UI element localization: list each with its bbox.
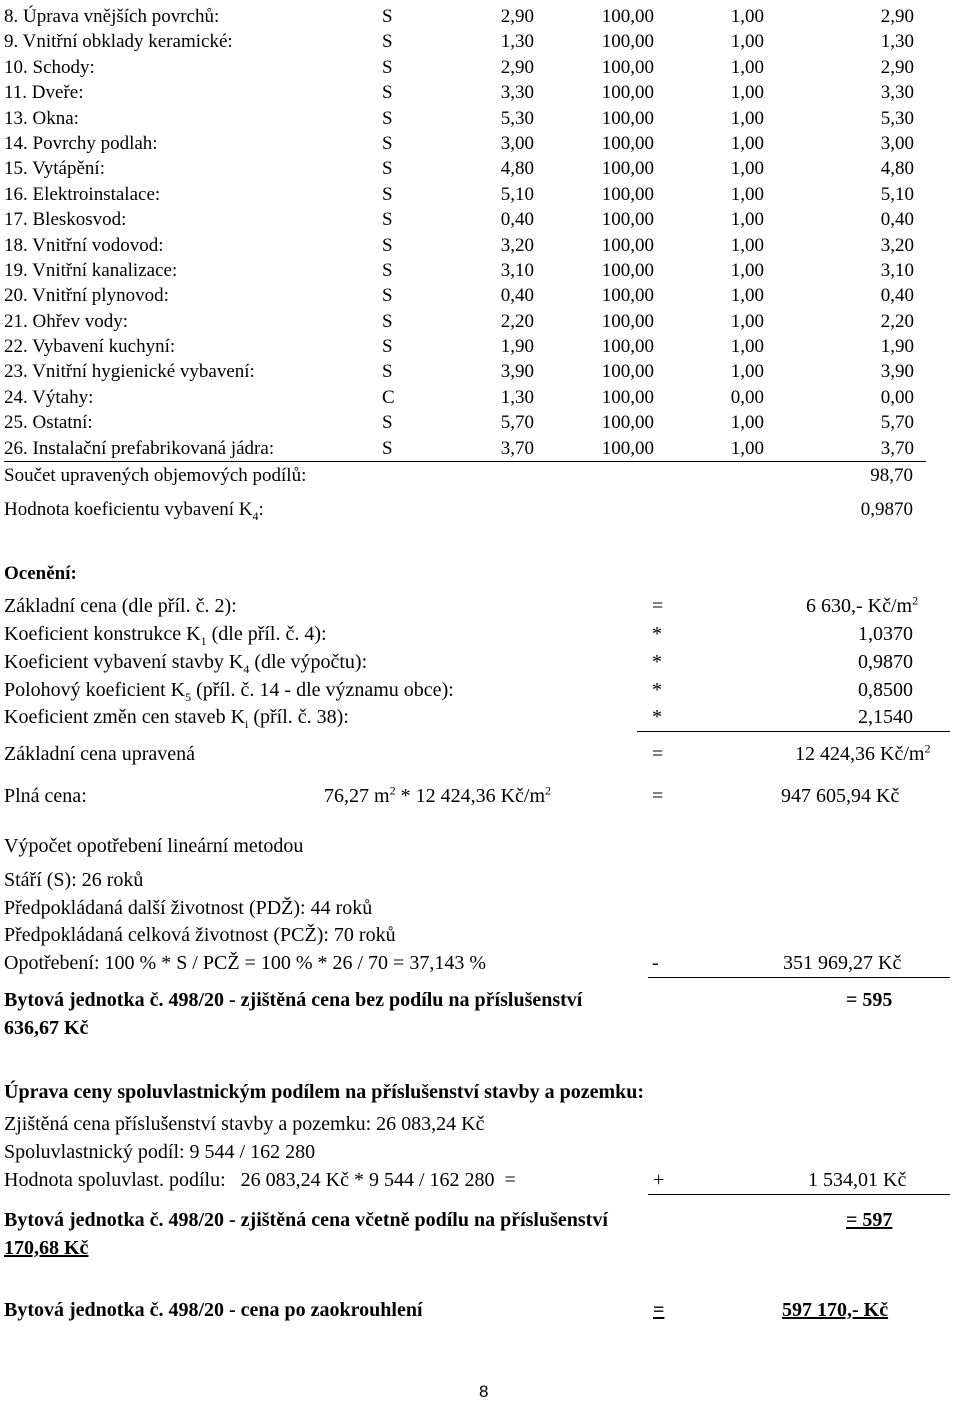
k4-coefficient-label: Hodnota koeficientu vybavení $K_4$:: [4, 499, 264, 523]
row-type: S: [382, 31, 393, 53]
price-incl-line2: 170,68 Kč: [4, 1237, 89, 1259]
row-type: S: [382, 234, 393, 256]
row-value-2: 100,00: [601, 132, 654, 154]
table-row: [4, 4, 926, 29]
sum-label: Součet upravených objemových podílů:: [4, 465, 307, 486]
row-value-4: 2,20: [880, 310, 914, 332]
row-value-2: 100,00: [601, 158, 654, 180]
share-rule: [648, 1194, 950, 1195]
table-row: [4, 309, 926, 334]
share-value-label: Hodnota spoluvlast. podílu: 26 083,24 Kč * 9 544 / 162 280 =: [4, 1169, 516, 1191]
row-value-1: 3,30: [500, 82, 534, 104]
row-value-4: 3,20: [880, 234, 914, 256]
row-value-4: 3,70: [880, 437, 914, 459]
table-row: [4, 334, 926, 359]
row-value-1: 3,70: [500, 437, 534, 459]
page-number: 8: [479, 1382, 489, 1401]
table-row: [4, 182, 926, 207]
table-row: [4, 106, 926, 131]
row-value-4: 5,70: [880, 412, 914, 434]
row-type: S: [382, 412, 393, 434]
row-value-1: 1,30: [500, 31, 534, 53]
row-type: S: [382, 437, 393, 459]
row-type: S: [382, 82, 393, 104]
row-value-2: 100,00: [601, 209, 654, 231]
k5-value: 0,8500: [858, 679, 913, 701]
row-name: 19. Vnitřní kanalizace:: [4, 259, 178, 281]
table-row: [4, 258, 926, 283]
depreciation-total: Předpokládaná celková životnost (PCŽ): 70 roků: [4, 924, 396, 946]
k1-label: Koeficient konstrukce $K_1$ (dle příl. č. 4):: [4, 623, 327, 648]
row-value-2: 100,00: [601, 107, 654, 129]
adjusted-price-label: Základní cena upravená: [4, 743, 196, 765]
depreciation-remaining: Předpokládaná další životnost (PDŽ): 44 roků: [4, 897, 373, 919]
row-value-2: 100,00: [601, 31, 654, 53]
row-type: S: [382, 107, 393, 129]
row-name: 16. Elektroinstalace:: [4, 183, 161, 205]
k5-op: *: [652, 679, 662, 701]
row-value-2: 100,00: [601, 82, 654, 104]
row-name: 23. Vnitřní hygienické vybavení:: [4, 361, 255, 383]
k1-op: *: [652, 623, 662, 645]
adjusted-price-op: =: [652, 743, 664, 765]
row-name: 13. Okna:: [4, 107, 79, 129]
rounded-value: 597 170,- Kč: [782, 1299, 889, 1321]
row-value-4: 0,00: [880, 386, 914, 408]
full-price-calc: 76,27 $m^2 * 12$ 424,36 $Kč/m^2$: [324, 783, 551, 807]
full-price-op: =: [652, 785, 664, 807]
rounded-op: =: [653, 1299, 665, 1321]
row-value-3: 0,00: [730, 386, 764, 408]
k1-value: 1,0370: [858, 623, 913, 645]
share-value: 1 534,01 Kč: [808, 1169, 907, 1191]
price-excl-line1: Bytová jednotka č. 498/20 - zjištěná cena bez podílu na příslušenství: [4, 989, 583, 1011]
row-type: S: [382, 183, 393, 205]
row-value-1: 3,10: [500, 259, 534, 281]
row-value-3: 1,00: [730, 82, 764, 104]
row-value-3: 1,00: [730, 285, 764, 307]
depreciation-age: Stáří (S): 26 roků: [4, 869, 144, 891]
depreciation-op: -: [652, 952, 659, 974]
row-value-4: 2,90: [880, 6, 914, 27]
row-value-3: 1,00: [730, 361, 764, 383]
table-row: [4, 436, 926, 462]
row-type: S: [382, 132, 393, 154]
table-row: [4, 80, 926, 105]
row-type: S: [382, 209, 393, 231]
row-value-3: 1,00: [730, 336, 764, 358]
row-value-4: 3,90: [880, 361, 914, 383]
row-value-1: 4,80: [500, 158, 534, 180]
valuation-heading: Ocenění:: [4, 563, 77, 584]
row-name: 9. Vnitřní obklady keramické:: [4, 31, 233, 53]
row-value-1: 5,10: [500, 183, 534, 205]
row-value-4: 2,90: [880, 56, 914, 78]
row-type: S: [382, 259, 393, 281]
row-value-4: 3,10: [880, 259, 914, 281]
row-value-2: 100,00: [601, 310, 654, 332]
share-heading: Úprava ceny spoluvlastnickým podílem na příslušenství stavby a pozemku:: [4, 1081, 645, 1103]
row-value-1: 5,70: [500, 412, 534, 434]
row-name: 22. Vybavení kuchyní:: [4, 336, 176, 358]
row-value-3: 1,00: [730, 107, 764, 129]
row-value-1: 2,20: [500, 310, 534, 332]
row-value-3: 1,00: [730, 259, 764, 281]
row-value-3: 1,00: [730, 310, 764, 332]
row-name: 24. Výtahy:: [4, 386, 94, 408]
row-value-3: 1,00: [730, 132, 764, 154]
table-row: [4, 156, 926, 181]
table-row: [4, 233, 926, 258]
row-value-1: 3,90: [500, 361, 534, 383]
row-name: 26. Instalační prefabrikovaná jádra:: [4, 437, 275, 459]
price-incl-tail: = 597: [846, 1209, 893, 1231]
row-value-2: 100,00: [601, 56, 654, 78]
row-value-4: 3,30: [880, 82, 914, 104]
k4-coefficient-value: 0,9870: [860, 499, 913, 520]
ki-op: *: [652, 706, 662, 728]
table-row: [4, 359, 926, 384]
share-ratio: Spoluvlastnický podíl: 9 544 / 162 280: [4, 1141, 316, 1163]
row-name: 25. Ostatní:: [4, 412, 93, 434]
row-value-3: 1,00: [730, 56, 764, 78]
depreciation-value: 351 969,27 Kč: [783, 952, 902, 974]
price-excl-line2: 636,67 Kč: [4, 1017, 89, 1039]
row-value-4: 1,30: [880, 31, 914, 53]
table-row: [4, 207, 926, 232]
row-value-3: 1,00: [730, 437, 764, 459]
full-price-value: 947 605,94 Kč: [781, 785, 900, 807]
row-value-3: 1,00: [730, 6, 764, 27]
row-value-3: 1,00: [730, 31, 764, 53]
table-row: [4, 410, 926, 435]
row-value-4: 1,90: [880, 336, 914, 358]
row-value-4: 3,00: [880, 132, 914, 154]
row-value-3: 1,00: [730, 209, 764, 231]
row-value-1: 5,30: [500, 107, 534, 129]
price-excl-tail: = 595: [846, 989, 893, 1011]
row-value-1: 1,90: [500, 336, 534, 358]
row-value-1: 2,90: [500, 6, 534, 27]
row-value-2: 100,00: [601, 259, 654, 281]
row-value-2: 100,00: [601, 361, 654, 383]
rounded-label: Bytová jednotka č. 498/20 - cena po zaokrouhlení: [4, 1299, 423, 1321]
k4-value: 0,9870: [858, 651, 913, 673]
row-type: S: [382, 310, 393, 332]
row-value-1: 1,30: [500, 386, 534, 408]
sum-value: 98,70: [870, 465, 913, 486]
row-value-2: 100,00: [601, 437, 654, 459]
depreciation-formula: Opotřebení: 100 % * S / PCŽ = 100 % * 26 / 70 = 37,143 %: [4, 952, 486, 974]
table-row: [4, 55, 926, 80]
row-type: S: [382, 361, 393, 383]
row-value-2: 100,00: [601, 386, 654, 408]
depreciation-rule: [648, 977, 950, 978]
row-value-3: 1,00: [730, 158, 764, 180]
price-incl-line1: Bytová jednotka č. 498/20 - zjištěná cena včetně podílu na příslušenství: [4, 1209, 608, 1231]
row-value-1: 0,40: [500, 209, 534, 231]
row-value-3: 1,00: [730, 412, 764, 434]
row-name: 11. Dveře:: [4, 82, 84, 104]
row-type: C: [382, 386, 395, 408]
adjusted-price-value: 12 424,36 $Kč/m^2$: [795, 741, 931, 765]
equipment-table: [4, 4, 926, 462]
row-name: 10. Schody:: [4, 56, 95, 78]
full-price-label: Plná cena:: [4, 785, 87, 807]
row-type: S: [382, 336, 393, 358]
row-name: 21. Ohřev vody:: [4, 310, 129, 332]
k4-label: Koeficient vybavení stavby $K_4$ (dle výpočtu):: [4, 651, 368, 676]
row-name: 17. Bleskosvod:: [4, 209, 127, 231]
share-op: +: [653, 1169, 665, 1191]
row-value-4: 5,30: [880, 107, 914, 129]
k4-op: *: [652, 651, 662, 673]
base-price-label: Základní cena (dle příl. č. 2):: [4, 595, 237, 617]
row-value-3: 1,00: [730, 234, 764, 256]
row-type: S: [382, 56, 393, 78]
row-name: 20. Vnitřní plynovod:: [4, 285, 169, 307]
row-value-2: 100,00: [601, 234, 654, 256]
row-name: 18. Vnitřní vodovod:: [4, 234, 164, 256]
row-value-1: 3,00: [500, 132, 534, 154]
row-value-2: 100,00: [601, 336, 654, 358]
row-value-4: 0,40: [880, 285, 914, 307]
row-value-2: 100,00: [601, 183, 654, 205]
row-value-4: 4,80: [880, 158, 914, 180]
row-value-1: 2,90: [500, 56, 534, 78]
ki-value: 2,1540: [858, 706, 913, 728]
row-name: 15. Vytápění:: [4, 158, 105, 180]
table-row: [4, 385, 926, 410]
row-type: S: [382, 6, 393, 27]
row-name: 8. Úprava vnějších povrchů:: [4, 6, 220, 27]
row-value-1: 3,20: [500, 234, 534, 256]
row-value-2: 100,00: [601, 412, 654, 434]
ki-label: Koeficient změn cen staveb $K_i$ (příl. č. 38):: [4, 706, 349, 731]
table-row: [4, 283, 926, 308]
base-price-value: 6 630,- $Kč/m^2$: [806, 593, 919, 617]
base-price-op: =: [652, 595, 664, 617]
row-type: S: [382, 158, 393, 180]
row-value-1: 0,40: [500, 285, 534, 307]
row-type: S: [382, 285, 393, 307]
table-row: [4, 29, 926, 54]
depreciation-heading: Výpočet opotřebení lineární metodou: [4, 835, 304, 857]
row-name: 14. Povrchy podlah:: [4, 132, 158, 154]
sum-rule: [637, 731, 950, 732]
row-value-2: 100,00: [601, 6, 654, 27]
row-value-2: 100,00: [601, 285, 654, 307]
k5-label: Polohový koeficient $K_5$ (příl. č. 14 - dle významu obce):: [4, 679, 454, 704]
row-value-4: 0,40: [880, 209, 914, 231]
share-price: Zjištěná cena příslušenství stavby a pozemku: 26 083,24 Kč: [4, 1113, 485, 1135]
table-row: [4, 131, 926, 156]
row-value-4: 5,10: [880, 183, 914, 205]
row-value-3: 1,00: [730, 183, 764, 205]
